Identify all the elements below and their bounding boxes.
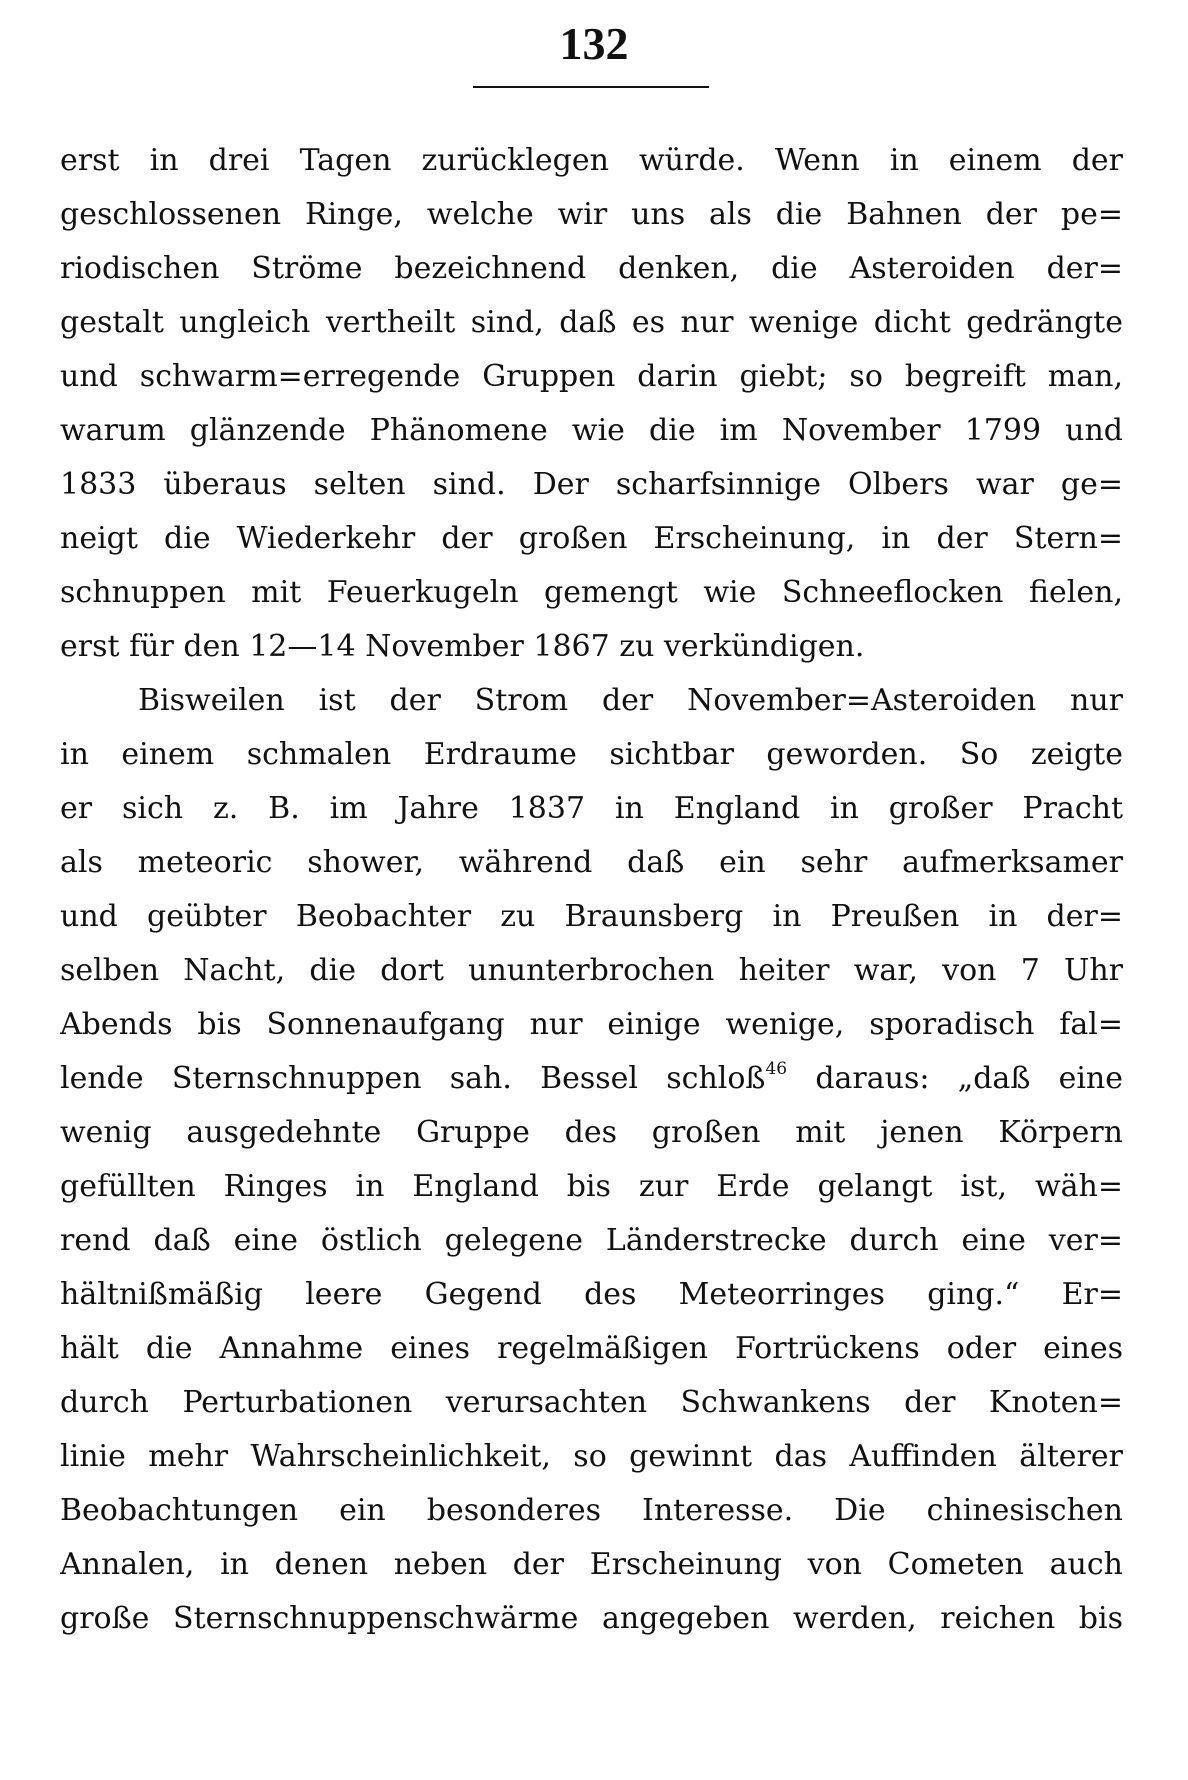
text-line: in einem schmalen Erdraume sichtbar geworden. So zeigte bbox=[60, 737, 1123, 772]
text-line: und geübter Beobachter zu Braunsberg in Preußen in der= bbox=[60, 899, 1123, 934]
line-text-continued: daraus: „daß eine bbox=[787, 1061, 1123, 1096]
text-line: er sich z. B. im Jahre 1837 in England in großer Pracht bbox=[60, 791, 1123, 826]
text-line: Annalen, in denen neben der Erscheinung von Cometen auch bbox=[60, 1547, 1123, 1582]
footnote-reference[interactable]: 46 bbox=[765, 1059, 788, 1079]
text-line: hält die Annahme eines regelmäßigen Fortrückens oder eines bbox=[60, 1331, 1123, 1366]
text-line: 1833 überaus selten sind. Der scharfsinnige Olbers war ge= bbox=[60, 467, 1123, 502]
header-rule bbox=[473, 86, 709, 88]
text-line: hältnißmäßig leere Gegend des Meteorringes ging.“ Er= bbox=[60, 1277, 1123, 1312]
text-line: warum glänzende Phänomene wie die im November 1799 und bbox=[60, 413, 1123, 448]
text-line: rend daß eine östlich gelegene Länderstrecke durch eine ver= bbox=[60, 1223, 1123, 1258]
text-line-with-footnote bbox=[60, 1052, 1123, 1106]
text-line: wenig ausgedehnte Gruppe des großen mit jenen Körpern bbox=[60, 1115, 1123, 1150]
paragraph-2 bbox=[60, 674, 1123, 1646]
text-line: neigt die Wiederkehr der großen Erscheinung, in der Stern= bbox=[60, 521, 1123, 556]
text-line: selben Nacht, die dort ununterbrochen heiter war, von 7 Uhr bbox=[60, 953, 1123, 988]
text-line: riodischen Ströme bezeichnend denken, die Asteroiden der= bbox=[60, 251, 1123, 286]
text-line: linie mehr Wahrscheinlichkeit, so gewinnt das Auffinden älterer bbox=[60, 1439, 1123, 1474]
text-line: und schwarm=erregende Gruppen darin giebt; so begreift man, bbox=[60, 359, 1123, 394]
text-line: erst in drei Tagen zurücklegen würde. Wenn in einem der bbox=[60, 143, 1123, 178]
text-line: Beobachtungen ein besonderes Interesse. Die chinesischen bbox=[60, 1493, 1123, 1528]
paragraph-1 bbox=[60, 134, 1123, 674]
text-line: gestalt ungleich vertheilt sind, daß es nur wenige dicht gedrängte bbox=[60, 305, 1123, 340]
body-text bbox=[60, 134, 1123, 1646]
text-line: große Sternschnuppenschwärme angegeben werden, reichen bis bbox=[60, 1601, 1123, 1636]
text-line: durch Perturbationen verursachten Schwankens der Knoten= bbox=[60, 1385, 1123, 1420]
text-line: schnuppen mit Feuerkugeln gemengt wie Schneeflocken fielen, bbox=[60, 575, 1123, 610]
text-line: Abends bis Sonnenaufgang nur einige wenige, sporadisch fal= bbox=[60, 1007, 1123, 1042]
text-line: gefüllten Ringes in England bis zur Erde gelangt ist, wäh= bbox=[60, 1169, 1123, 1204]
text-line: als meteoric shower, während daß ein sehr aufmerksamer bbox=[60, 845, 1123, 880]
text-line: geschlossenen Ringe, welche wir uns als die Bahnen der pe= bbox=[60, 197, 1123, 232]
page-number: 132 bbox=[559, 18, 629, 69]
line-text: lende Sternschnuppen sah. Bessel schloß bbox=[60, 1061, 766, 1096]
text-line: erst für den 12—14 November 1867 zu verkündigen. bbox=[60, 629, 865, 664]
text-line: Bisweilen ist der Strom der November=Asteroiden nur bbox=[138, 683, 1123, 718]
